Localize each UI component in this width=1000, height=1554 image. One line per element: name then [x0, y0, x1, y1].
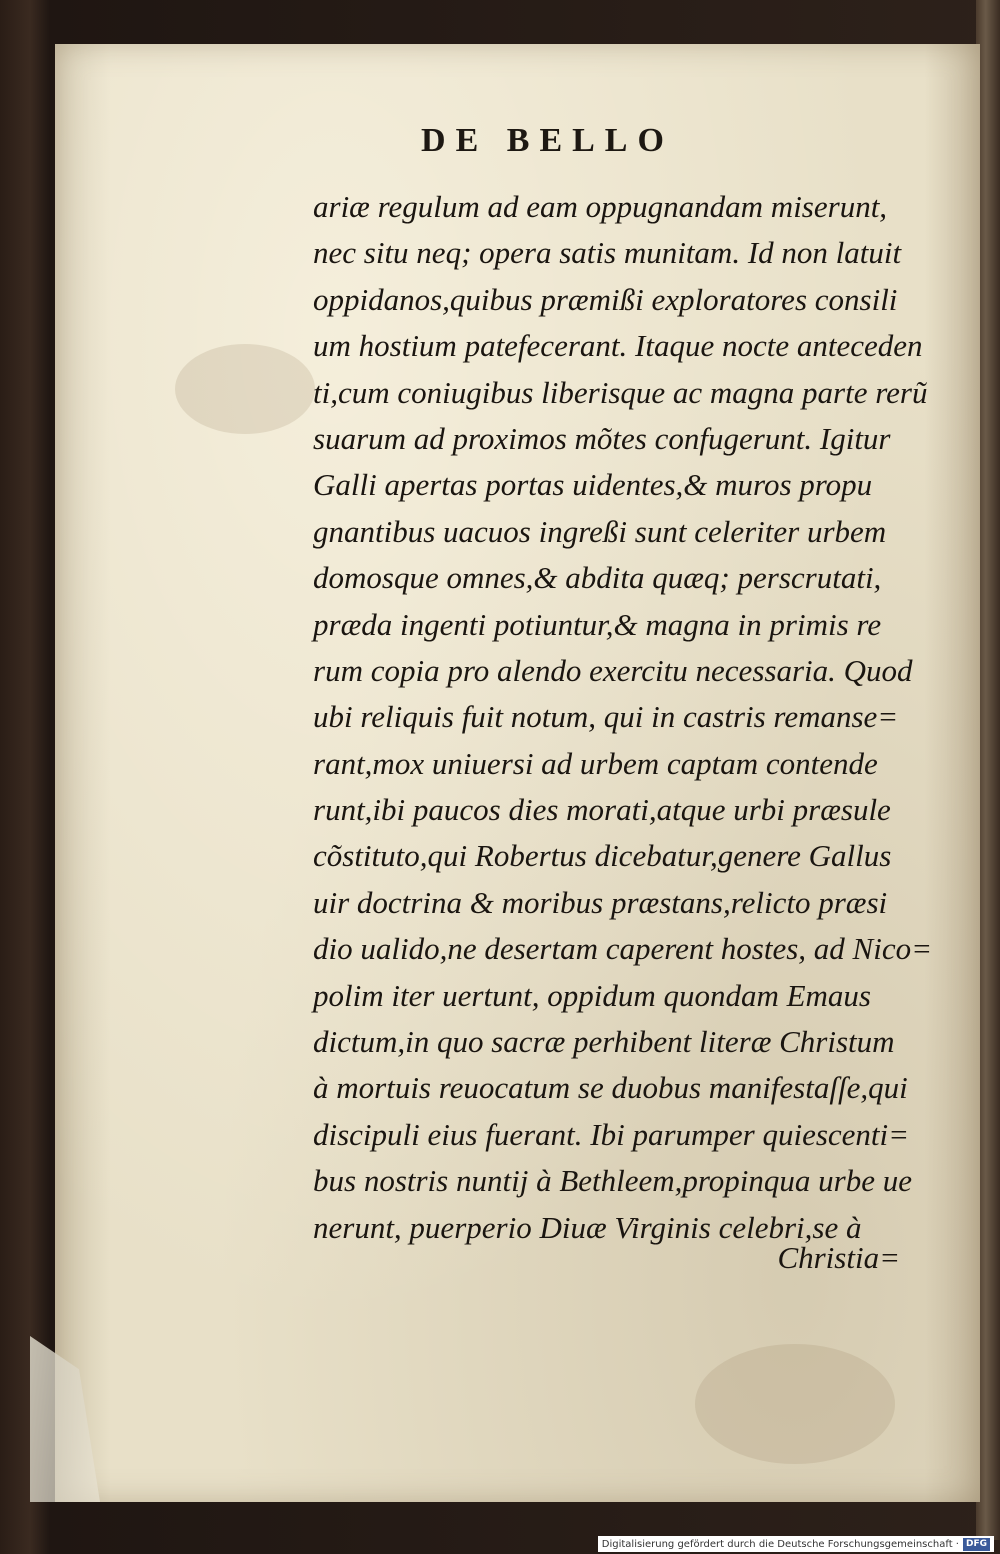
text-line: præda ingenti potiuntur,& magna in primis re — [313, 606, 882, 642]
text-line: dictum,in quo sacræ perhibent literæ Christum — [313, 1024, 895, 1060]
text-line: suarum ad proximos mõtes confugerunt. Igitur — [313, 420, 891, 456]
catchword: Christia= — [777, 1240, 900, 1275]
text-line: nerunt, puerperio Diuæ Virginis celebri,se à — [313, 1209, 862, 1245]
text-line: à mortuis reuocatum se duobus manifestaſſe,qui — [313, 1070, 908, 1106]
text-line: gnantibus uacuos ingreßi sunt celeriter urbem — [313, 513, 887, 549]
text-line: ti,cum coniugibus liberisque ac magna parte rerũ — [313, 374, 928, 410]
text-line: rant,mox uniuersi ad urbem captam contende — [313, 745, 878, 781]
text-line: bus nostris nuntij à Bethleem,propinqua urbe ue — [313, 1163, 913, 1199]
text-line: runt,ibi paucos dies morati,atque urbi præsule — [313, 792, 891, 828]
text-line: nec situ neq; opera satis munitam. Id non latuit — [313, 235, 902, 271]
text-line: oppidanos,quibus præmißi exploratores consili — [313, 281, 898, 317]
text-line: cõstituto,qui Robertus dicebatur,genere Gallus — [313, 838, 892, 874]
text-line: um hostium patefecerant. Itaque nocte anteceden — [313, 328, 923, 364]
text-line: Galli apertas portas uidentes,& muros propu — [313, 467, 873, 503]
footer-credit: Digitalisierung gefördert durch die Deutsche Forschungsgemeinschaft · — [601, 1538, 959, 1550]
running-head: DE BELLO — [421, 122, 674, 159]
text-line: uir doctrina & moribus præstans,relicto præsi — [313, 884, 888, 920]
text-line: ubi reliquis fuit notum, qui in castris remanse= — [313, 699, 899, 735]
text-line: domosque omnes,& abdita quæq; perscrutati, — [313, 560, 882, 596]
dfg-logo-icon: DFG — [963, 1538, 990, 1551]
paper-stain — [175, 344, 315, 434]
book-page — [55, 44, 980, 1502]
paper-stain — [695, 1344, 895, 1464]
text-line: dio ualido,ne desertam caperent hostes, ad Nico= — [313, 931, 933, 967]
text-block — [313, 184, 963, 1251]
text-line: discipuli eius fuerant. Ibi parumper quiescenti= — [313, 1116, 910, 1152]
text-line: rum copia pro alendo exercitu necessaria. Quod — [313, 652, 913, 688]
digitization-footer — [598, 1536, 994, 1552]
text-line: polim iter uertunt, oppidum quondam Emaus — [313, 977, 871, 1013]
text-line: ariæ regulum ad eam oppugnandam miserunt, — [313, 189, 888, 224]
